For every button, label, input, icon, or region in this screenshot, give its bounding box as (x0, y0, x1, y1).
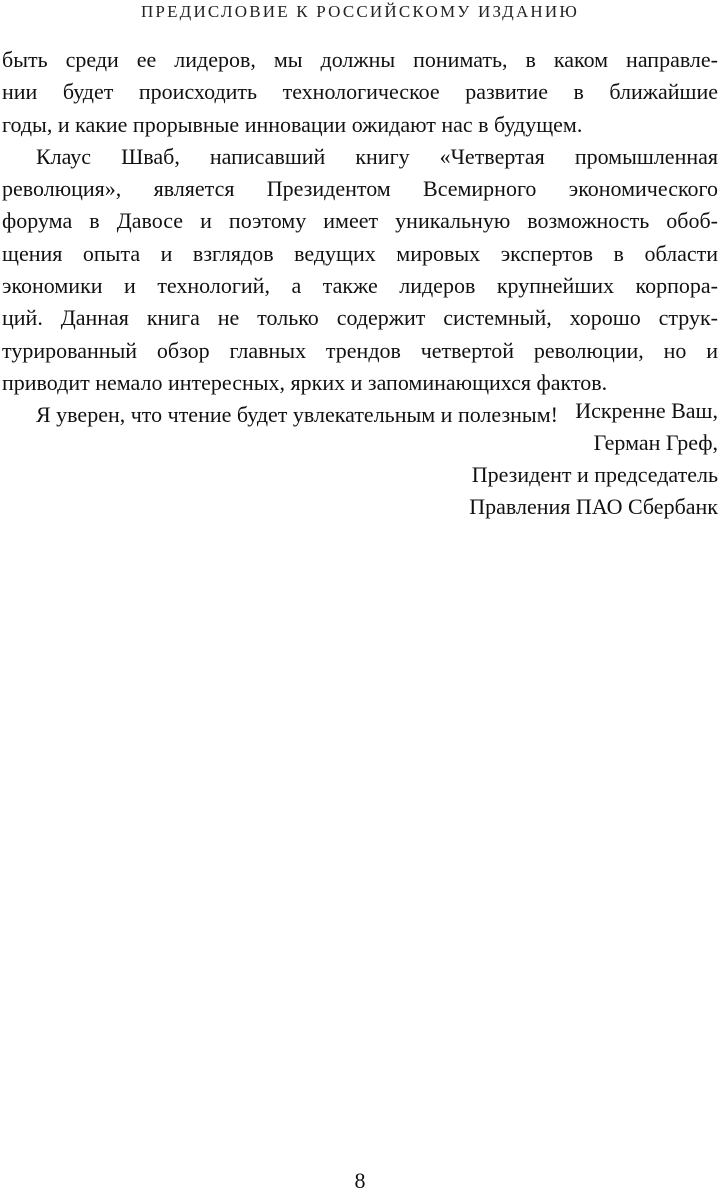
text-line: нии будет происходить технологическое развитие в ближайшие (2, 79, 718, 105)
text-line: щения опыта и взглядов ведущих мировых экспертов в области (2, 240, 718, 266)
body-text (2, 44, 718, 432)
signature-block (218, 395, 718, 523)
text-line: ций. Данная книга не только содержит системный, хорошо струк- (2, 305, 718, 331)
text-line: революция», является Президентом Всемирного экономического (2, 176, 718, 202)
text-line: турированный обзор главных трендов четвертой революции, но и (2, 337, 718, 363)
signature-closing: Искренне Ваш, (575, 398, 718, 423)
text-line: быть среди ее лидеров, мы должны понимать, в каком направле- (2, 47, 718, 72)
text-line: экономики и технологий, а также лидеров крупнейших корпора- (2, 273, 718, 299)
text-line: Клаус Шваб, написавший книгу «Четвертая промышленная (36, 143, 718, 169)
signature-title: Президент и председатель (471, 462, 718, 487)
text-line: годы, и какие прорывные инновации ожидают нас в будущем. (2, 111, 583, 137)
signature-organization: Правления ПАО Сбербанк (469, 494, 718, 519)
text-line: Я уверен, что чтение будет увлекательным и полезным! (36, 402, 558, 428)
text-line: форума в Давосе и поэтому имеет уникальную возможность обоб- (2, 208, 718, 234)
page-number: 8 (354, 1168, 366, 1193)
signature-name: Герман Греф, (593, 430, 718, 455)
running-head: ПРЕДИСЛОВИЕ К РОССИЙСКОМУ ИЗДАНИЮ (140, 2, 580, 21)
text-line: приводит немало интересных, ярких и запоминающихся фактов. (2, 369, 608, 395)
